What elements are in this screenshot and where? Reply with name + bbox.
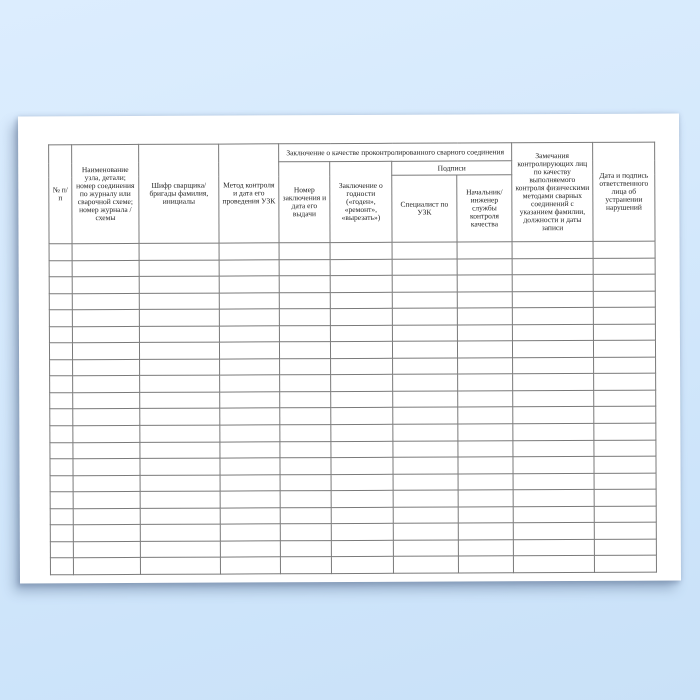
empty-cell — [140, 409, 220, 426]
empty-cell — [594, 473, 656, 490]
empty-cell — [458, 490, 513, 507]
empty-cell — [280, 375, 331, 392]
empty-cell — [279, 309, 330, 326]
empty-cell — [220, 508, 280, 525]
empty-cell — [220, 524, 280, 541]
empty-cell — [219, 326, 279, 343]
empty-cell — [513, 523, 594, 540]
empty-cell — [594, 440, 656, 457]
empty-cell — [594, 489, 656, 506]
table-row — [50, 556, 656, 575]
empty-cell — [220, 458, 280, 475]
empty-cell — [73, 459, 140, 476]
empty-cell — [331, 474, 393, 491]
empty-cell — [279, 325, 330, 342]
empty-cell — [73, 558, 140, 575]
empty-cell — [73, 392, 140, 409]
empty-cell — [73, 492, 140, 509]
empty-cell — [73, 359, 140, 376]
empty-cell — [331, 540, 393, 557]
empty-cell — [393, 424, 458, 441]
empty-cell — [140, 392, 220, 409]
empty-cell — [594, 539, 656, 556]
empty-cell — [140, 491, 220, 508]
empty-cell — [594, 374, 656, 391]
empty-cell — [458, 540, 513, 557]
empty-cell — [72, 326, 139, 343]
empty-cell — [458, 374, 513, 391]
document-sheet — [18, 114, 681, 584]
empty-cell — [279, 259, 330, 276]
empty-cell — [50, 409, 73, 426]
empty-cell — [393, 556, 458, 573]
empty-cell — [330, 259, 392, 276]
empty-cell — [73, 376, 140, 393]
empty-cell — [280, 557, 331, 574]
empty-cell — [50, 525, 73, 542]
empty-cell — [513, 407, 594, 424]
empty-cell — [219, 259, 279, 276]
col-header-control-method: Метод контроля и дата его проведения УЗК — [219, 144, 279, 243]
empty-cell — [392, 325, 457, 342]
empty-cell — [593, 324, 655, 341]
empty-cell — [594, 357, 656, 374]
empty-cell — [331, 524, 393, 541]
empty-cell — [458, 407, 513, 424]
empty-cell — [393, 374, 458, 391]
empty-cell — [392, 259, 457, 276]
empty-cell — [49, 260, 72, 277]
header-row-1 — [49, 142, 655, 163]
empty-cell — [219, 342, 279, 359]
empty-cell — [331, 507, 393, 524]
empty-cell — [392, 242, 457, 259]
empty-cell — [220, 441, 280, 458]
empty-cell — [50, 542, 73, 559]
empty-cell — [50, 508, 73, 525]
empty-cell — [280, 507, 331, 524]
empty-cell — [73, 525, 140, 542]
col-header-conclusion-number: Номер заключения и дата его выдачи — [279, 162, 330, 243]
empty-cell — [594, 556, 656, 573]
empty-cell — [392, 292, 457, 309]
empty-cell — [72, 260, 139, 277]
empty-cell — [512, 291, 593, 308]
empty-cell — [72, 310, 139, 327]
empty-cell — [393, 407, 458, 424]
empty-cell — [49, 343, 72, 360]
empty-cell — [513, 506, 594, 523]
empty-cell — [140, 375, 220, 392]
empty-cell — [331, 358, 393, 375]
empty-cell — [513, 423, 594, 440]
empty-cell — [393, 391, 458, 408]
empty-cell — [49, 326, 72, 343]
empty-cell — [219, 309, 279, 326]
empty-cell — [73, 409, 140, 426]
empty-cell — [513, 374, 594, 391]
empty-cell — [392, 308, 457, 325]
col-header-fitness-conclusion: Заключение о годности («годен», «ремонт», «вырезать») — [330, 161, 392, 242]
empty-cell — [140, 458, 220, 475]
empty-cell — [457, 325, 512, 342]
empty-cell — [513, 357, 594, 374]
empty-cell — [280, 458, 331, 475]
empty-cell — [220, 541, 280, 558]
empty-cell — [593, 241, 655, 258]
empty-cell — [594, 407, 656, 424]
empty-cell — [457, 275, 512, 292]
empty-cell — [50, 376, 73, 393]
ultrasonic-inspection-log-table — [48, 142, 657, 576]
empty-cell — [73, 508, 140, 525]
empty-cell — [331, 375, 393, 392]
empty-cell — [73, 541, 140, 558]
empty-cell — [458, 523, 513, 540]
empty-cell — [139, 260, 219, 277]
empty-cell — [593, 340, 655, 357]
empty-cell — [512, 258, 593, 275]
empty-cell — [73, 442, 140, 459]
empty-cell — [513, 473, 594, 490]
empty-cell — [49, 310, 72, 327]
empty-cell — [50, 426, 73, 443]
empty-cell — [49, 293, 72, 310]
empty-cell — [140, 425, 220, 442]
empty-cell — [393, 490, 458, 507]
empty-cell — [393, 523, 458, 540]
empty-cell — [280, 408, 331, 425]
table-body — [49, 241, 656, 575]
empty-cell — [512, 241, 593, 258]
empty-cell — [512, 324, 593, 341]
empty-cell — [513, 457, 594, 474]
empty-cell — [220, 392, 280, 409]
empty-cell — [594, 390, 656, 407]
empty-cell — [594, 423, 656, 440]
empty-cell — [393, 457, 458, 474]
empty-cell — [392, 341, 457, 358]
empty-cell — [457, 308, 512, 325]
empty-cell — [279, 276, 330, 293]
empty-cell — [50, 475, 73, 492]
empty-cell — [330, 242, 392, 259]
empty-cell — [330, 309, 392, 326]
empty-cell — [220, 425, 280, 442]
col-header-unit-name: Наименование узла, детали; номер соединения по журналу или сварочной схеме; номер журнала /схемы — [72, 144, 139, 243]
empty-cell — [393, 441, 458, 458]
empty-cell — [139, 309, 219, 326]
empty-cell — [280, 358, 331, 375]
empty-cell — [50, 393, 73, 410]
empty-cell — [393, 358, 458, 375]
empty-cell — [72, 277, 139, 294]
empty-cell — [49, 277, 72, 294]
empty-cell — [593, 274, 655, 291]
empty-cell — [513, 440, 594, 457]
empty-cell — [593, 291, 655, 308]
empty-cell — [457, 291, 512, 308]
empty-cell — [279, 342, 330, 359]
empty-cell — [513, 539, 594, 556]
col-header-uzk-specialist: Специалист по УЗК — [392, 175, 457, 242]
empty-cell — [330, 325, 392, 342]
empty-cell — [331, 408, 393, 425]
table-header — [49, 142, 655, 244]
empty-cell — [219, 292, 279, 309]
empty-cell — [331, 491, 393, 508]
empty-cell — [140, 508, 220, 525]
empty-cell — [594, 522, 656, 539]
empty-cell — [280, 441, 331, 458]
empty-cell — [513, 341, 594, 358]
empty-cell — [279, 292, 330, 309]
empty-cell — [220, 474, 280, 491]
empty-cell — [73, 425, 140, 442]
empty-cell — [49, 244, 72, 261]
empty-cell — [280, 425, 331, 442]
empty-cell — [458, 507, 513, 524]
empty-cell — [393, 474, 458, 491]
empty-cell — [393, 507, 458, 524]
empty-cell — [457, 341, 512, 358]
empty-cell — [140, 524, 220, 541]
col-header-remarks: Замечания контролирующих лиц по качеству выполняемого контроля физическими методами сварных соединений с указанием фамилии, должности и даты записи — [512, 142, 593, 241]
empty-cell — [331, 557, 393, 574]
empty-cell — [458, 391, 513, 408]
empty-cell — [593, 307, 655, 324]
empty-cell — [458, 424, 513, 441]
group-header-quality-conclusion: Заключение о качестве проконтролированного сварного соединения — [279, 143, 512, 162]
empty-cell — [458, 358, 513, 375]
empty-cell — [140, 541, 220, 558]
empty-cell — [393, 540, 458, 557]
empty-cell — [331, 391, 393, 408]
empty-cell — [280, 474, 331, 491]
empty-cell — [594, 506, 656, 523]
empty-cell — [73, 475, 140, 492]
col-header-violation-fix: Дата и подпись ответственного лица об устранении нарушений — [593, 142, 655, 241]
empty-cell — [50, 558, 73, 575]
empty-cell — [458, 556, 513, 573]
col-header-welder-code: Шифр сварщика/бригады фамилия, инициалы — [139, 144, 219, 243]
empty-cell — [458, 473, 513, 490]
empty-cell — [139, 243, 219, 260]
empty-cell — [513, 556, 594, 573]
empty-cell — [513, 390, 594, 407]
empty-cell — [72, 243, 139, 260]
empty-cell — [50, 442, 73, 459]
empty-cell — [331, 424, 393, 441]
empty-cell — [512, 308, 593, 325]
empty-cell — [220, 408, 280, 425]
empty-cell — [50, 492, 73, 509]
empty-cell — [220, 375, 280, 392]
empty-cell — [139, 342, 219, 359]
empty-cell — [139, 293, 219, 310]
empty-cell — [140, 442, 220, 459]
empty-cell — [220, 491, 280, 508]
empty-cell — [458, 440, 513, 457]
col-header-qc-head: Начальник/ инженер службы контроля качества — [457, 175, 512, 242]
subgroup-header-signatures: Подписи — [392, 161, 512, 176]
empty-cell — [280, 392, 331, 409]
empty-cell — [594, 456, 656, 473]
empty-cell — [72, 293, 139, 310]
empty-cell — [457, 242, 512, 259]
empty-cell — [330, 275, 392, 292]
empty-cell — [72, 343, 139, 360]
empty-cell — [219, 243, 279, 260]
empty-cell — [512, 275, 593, 292]
empty-cell — [220, 557, 280, 574]
empty-cell — [593, 258, 655, 275]
empty-cell — [219, 276, 279, 293]
empty-cell — [140, 475, 220, 492]
empty-cell — [331, 441, 393, 458]
empty-cell — [330, 292, 392, 309]
empty-cell — [280, 491, 331, 508]
empty-cell — [280, 540, 331, 557]
empty-cell — [280, 524, 331, 541]
empty-cell — [458, 457, 513, 474]
empty-cell — [331, 457, 393, 474]
empty-cell — [50, 459, 73, 476]
empty-cell — [220, 359, 280, 376]
empty-cell — [50, 360, 73, 377]
empty-cell — [513, 490, 594, 507]
empty-cell — [330, 342, 392, 359]
empty-cell — [140, 359, 220, 376]
empty-cell — [139, 276, 219, 293]
empty-cell — [139, 326, 219, 343]
empty-cell — [392, 275, 457, 292]
empty-cell — [279, 243, 330, 260]
empty-cell — [140, 557, 220, 574]
empty-cell — [457, 258, 512, 275]
col-header-serial-number: № п/п — [49, 145, 72, 244]
